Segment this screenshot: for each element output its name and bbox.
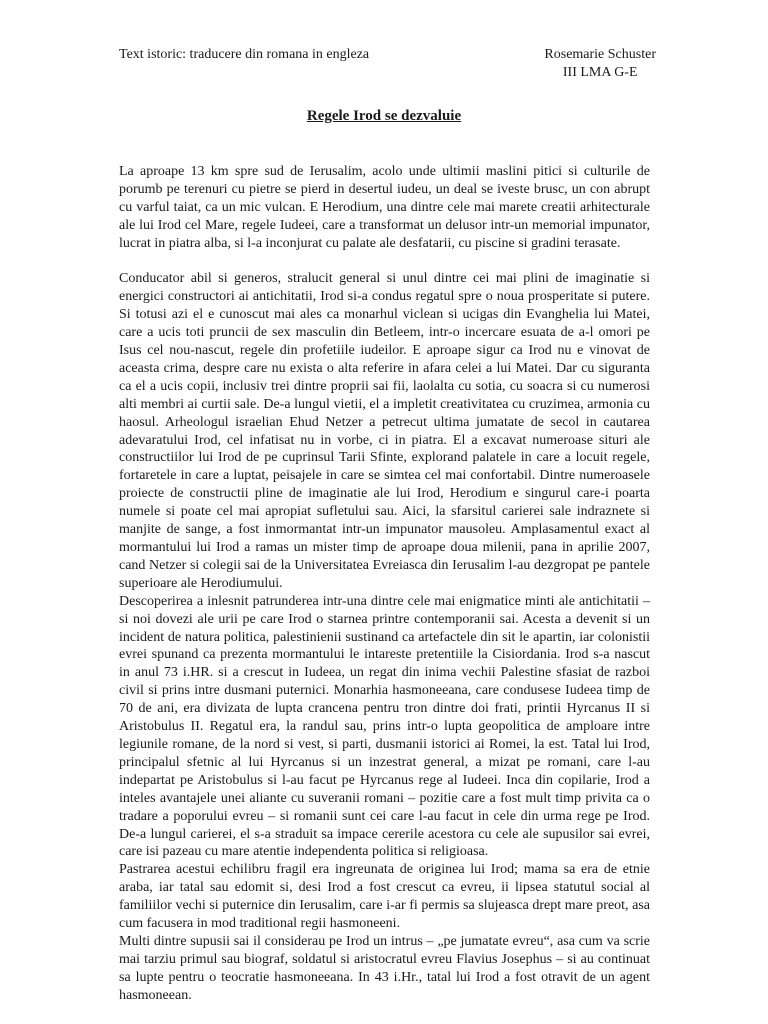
paragraph: Multi dintre supusii sai il considerau pe Irod un intrus – „pe jumatate evreu“, asa cum va scrie mai tarziu primul sau biograf, soldatul si aristocratul evreu Flavius Josephus – si au continuat sa lupte pentru o teocratie hasmoneeana. In 43 i.Hr., tatal lui Irod a fost otravit de un agent hasmoneean. bbox=[119, 933, 650, 1003]
document-title: Regele Irod se dezvaluie bbox=[306, 108, 462, 124]
paragraph: Conducator abil si generos, stralucit general si unul dintre cei mai plini de imaginatie si energici constructori ai antichitatii, Irod si-a condus regatul spre o noua prosperitate si putere. Si totusi azi el e cunoscut mai ales ca monarhul viclean si ucigas din Evanghelia lui Matei, care a ucis toti pruncii de sex masculin din Betleem, intr-o incercare esuata de a-l omori pe Isus cel nou-nascut, regele din profetiile iudeilor. E aproape sigur ca Irod nu e vinovat de aceasta crima, despre care nu exista o alta referire in afara celei a lui Matei. Dar cu siguranta ca el a ucis copii, inclusiv trei dintre proprii sai fii, laolalta cu sotia, cu soacra si cu numerosi alti membri ai curtii sale. De-a lungul vietii, el a impletit creativitatea cu cruzimea, armonia cu haosul. Arheologul israelian Ehud Netzer a petrecut ultima jumatate de secol in cautarea adevaratului Irod, cel infatisat nu in vorbe, ci in piatra. El a excavat numeroase situri ale constructiilor lui Irod de pe cuprinsul Tarii Sfinte, explorand palatele in care a locuit regele, fortaretele in care a luptat, peisajele in care se simtea cel mai confortabil. Dintre numeroasele proiecte de constructii pline de imaginatie ale lui Irod, Herodium e singurul care-i poarta numele si poate cel mai apropiat sufletului sau. Aici, la sfarsitul carierei sale indraznete si manjite de sange, a fost inmormantat intr-un impunator mausoleu. Amplasamentul exact al mormantului lui Irod a ramas un mister timp de aproape doua milenii, pana in aprilie 2007, cand Netzer si colegii sai de la Universitatea Evreiasca din Ierusalim l-au dezgropat pe pantele superioare ale Herodiumului. bbox=[119, 271, 650, 591]
document-body bbox=[119, 163, 650, 1005]
paragraph: La aproape 13 km spre sud de Ierusalim, acolo unde ultimii maslini pitici si culturile de porumb pe terenuri cu pietre se pierd in desertul iudeu, un deal se iveste brusc, un con abrupt cu varful taiat, ca un mic vulcan. E Herodium, una dintre cele mai marete creatii arhitecturale ale lui Irod cel Mare, regele Iudeei, care a transformat un delusor intr-un memorial impunator, lucrat in piatra alba, si l-a inconjurat cu palate ale desfatarii, cu piscine si gradini terasate. bbox=[119, 164, 650, 251]
paragraph: Descoperirea a inlesnit patrunderea intr-una dintre cele mai enigmatice minti ale antichitatii – si noi dovezi ale urii pe care Irod o starnea printre contemporanii sai. Acesta a devenit si un incident de natura politica, palestinienii sustinand ca artefactele din sit le apartin, iar colonistii evrei spunand ca prezenta mormantului le intareste pretentiile la Cisiordania. Irod s-a nascut in anul 73 i.HR. si a crescut in Iudeea, un regat din inima vechii Palestine sfasiat de razboi civil si prins intre dusmani puternici. Monarhia hasmoneeana, care condusese Iudeea timp de 70 de ani, era divizata de lupta crancena pentru tron dintre doi frati, printii Hyrcanus II si Aristobulus II. Regatul era, la randul sau, prins intr-o lupta geopolitica de amploare intre legiunile romane, de la nord si vest, si parti, dusmanii istorici ai Romei, la est. Tatal lui Irod, principalul sfetnic al lui Hyrcanus si un inzestrat general, a mizat pe romani, care l-au indepartat pe Aristobulus si l-au facut pe Hyrcanus rege al Iudeei. Inca din copilarie, Irod a inteles avantajele unei aliante cu suveranii romani – pozitie care a fost mult timp privita ca o tradare a poporului evreu – si romanii sunt cei care l-au facut in cele din urma rege pe Irod. De-a lungul carierei, el s-a straduit sa impace cererile acestora cu cele ale supusilor sai evrei, care isi pazeau cu mare atentie independenta politica si religioasa. bbox=[119, 593, 650, 860]
header-author-block bbox=[544, 46, 656, 82]
paragraph: Pastrarea acestui echilibru fragil era ingreunata de originea lui Irod; mama sa era de etnie araba, iar tatal sau edomit si, desi Irod a fost crescut ca evreu, ii lipsea statutul social al familiilor vechi si puternice din Ierusalim, care i-ar fi permis sa slujeasca drept mare preot, asa cum facusera in mod traditional regii hasmoneeni. bbox=[119, 862, 650, 932]
header-subject: Text istoric: traducere din romana in engleza bbox=[119, 47, 370, 62]
header-author: Rosemarie Schuster bbox=[544, 47, 656, 62]
header-class: III LMA G-E bbox=[562, 65, 638, 80]
